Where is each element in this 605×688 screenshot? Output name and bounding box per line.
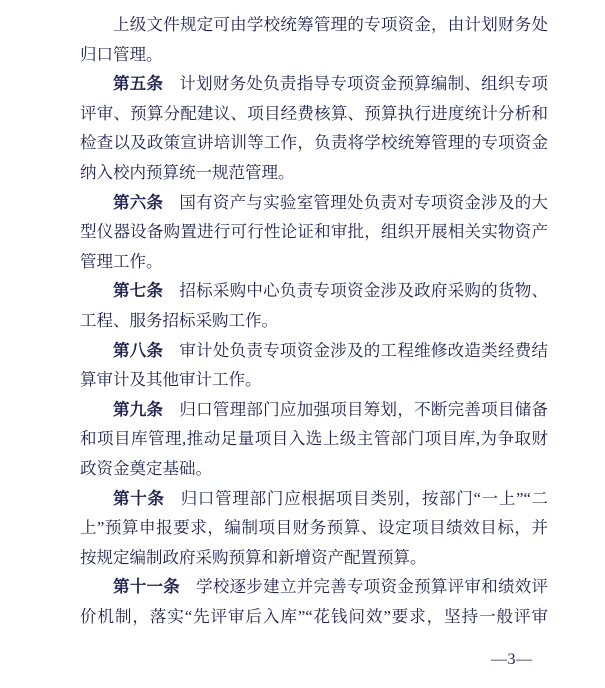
text-line <box>80 217 548 247</box>
text-line <box>80 513 548 543</box>
text-line <box>80 484 548 514</box>
line-text: 学校逐步建立并完善专项资金预算评审和绩效评 <box>196 577 548 597</box>
article-number: 第九条 <box>113 399 164 419</box>
line-text: 审计处负责专项资金涉及的工程维修改造类经费结 <box>179 340 548 360</box>
line-text: 归口管理部门应根据项目类别，按部门“一上”“二 <box>180 488 548 508</box>
article-number: 第八条 <box>113 340 164 360</box>
line-text: 上级文件规定可由学校统筹管理的专项资金，由计划财务处 <box>113 15 548 34</box>
text-line <box>80 602 548 632</box>
text-line <box>80 128 548 158</box>
line-text: 按规定编制政府采购预算和新增资产配置预算。 <box>80 547 427 567</box>
text-line <box>80 40 548 70</box>
text-line <box>80 454 548 484</box>
line-text: 评审、预算分配建议、项目经费核算、预算执行进度统计分析和 <box>80 103 548 123</box>
text-line <box>80 247 548 277</box>
page-number: —3— <box>491 651 533 668</box>
line-text: 检查以及政策宣讲培训等工作，负责将学校统筹管理的专项资金 <box>80 133 548 153</box>
text-line <box>80 306 548 336</box>
text-line <box>80 365 548 395</box>
article-number: 第十一条 <box>113 577 181 597</box>
text-line <box>80 572 548 602</box>
document-body <box>80 10 548 631</box>
line-text: 归口管理部门应加强项目筹划，不断完善项目储备 <box>179 399 548 419</box>
line-text: 计划财务处负责指导专项资金预算编制、组织专项 <box>179 74 548 94</box>
line-text: 管理工作。 <box>80 251 163 271</box>
text-line <box>80 276 548 306</box>
line-text: 上”预算申报要求，编制项目财务预算、设定项目绩效目标，并 <box>80 518 548 538</box>
article-number: 第五条 <box>113 74 164 94</box>
text-line <box>80 69 548 99</box>
line-text: 价机制，落实“先评审后入库”“花钱问效”要求，坚持一般评审 <box>80 606 548 626</box>
line-text: 国有资产与实验室管理处负责对专项资金涉及的大 <box>179 192 548 212</box>
line-text: 归口管理。 <box>80 44 163 64</box>
text-line <box>80 395 548 425</box>
line-text: 和项目库管理,推动足量项目入选上级主管部门项目库,为争取财 <box>80 429 548 449</box>
line-text: 政资金奠定基础。 <box>80 458 212 478</box>
text-line <box>80 543 548 573</box>
line-text: 纳入校内预算统一规范管理。 <box>80 162 295 182</box>
text-line <box>80 99 548 129</box>
text-line <box>80 158 548 188</box>
article-number: 第七条 <box>113 281 164 301</box>
line-text: 招标采购中心负责专项资金涉及政府采购的货物、 <box>179 281 548 301</box>
text-line <box>80 10 548 40</box>
line-text: 型仪器设备购置进行可行性论证和审批，组织开展相关实物资产 <box>80 222 548 242</box>
line-text: 算审计及其他审计工作。 <box>80 370 262 390</box>
line-text: 工程、服务招标采购工作。 <box>80 310 278 330</box>
text-line <box>80 424 548 454</box>
text-line <box>80 336 548 366</box>
text-line <box>80 188 548 218</box>
article-number: 第十条 <box>113 488 165 508</box>
article-number: 第六条 <box>113 192 164 212</box>
